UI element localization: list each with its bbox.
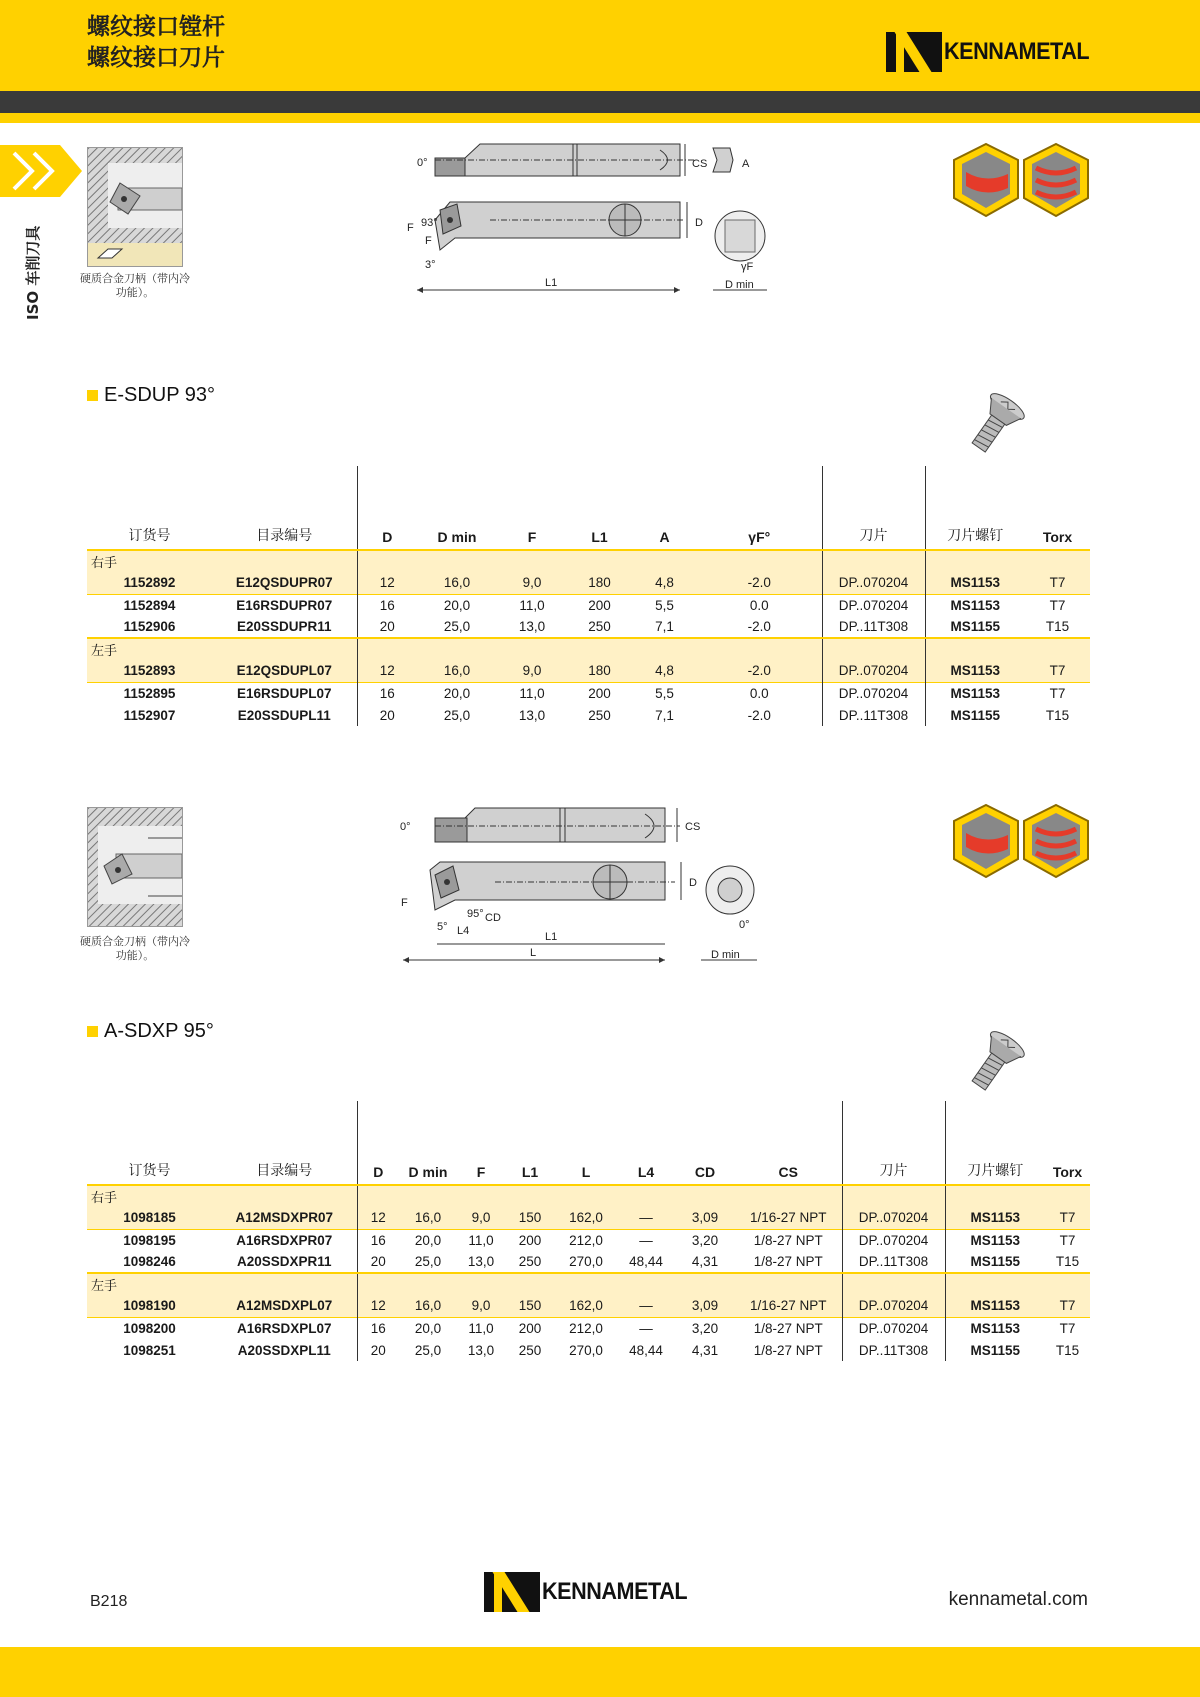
- cell-l1: 200: [567, 594, 632, 616]
- group-label: 左手: [87, 638, 357, 660]
- catalog-number: A16RSDXPL07: [212, 1317, 357, 1339]
- chapter-arrow-icon: [0, 145, 82, 197]
- cell-l1: 250: [518, 1342, 542, 1358]
- cell-l4: —: [617, 1207, 675, 1229]
- kennametal-logo-mark-icon: [886, 32, 942, 72]
- col-header-d: D: [357, 466, 417, 550]
- cell-d-min: 20,0: [417, 594, 497, 616]
- svg-text:L1: L1: [545, 931, 558, 943]
- order-number: 1152895: [87, 682, 212, 704]
- cell-l: 270,0: [569, 1342, 603, 1358]
- cell-a: 7,1: [655, 707, 674, 723]
- order-number: 1152894: [87, 594, 212, 616]
- cell-a: 5,5: [632, 682, 697, 704]
- cell-cd: 4,31: [691, 1254, 719, 1269]
- kennametal-logo-word: KENNAMETAL: [944, 38, 1090, 65]
- thumb-caption-1: 硬质合金刀柄（带内冷功能）。: [80, 272, 190, 299]
- cell-insert-screw: MS1155: [925, 616, 1025, 638]
- cell-d-min: 25,0: [443, 619, 471, 634]
- section-title-text: A-SDXP 95°: [104, 1020, 214, 1042]
- cell-cs: 1/8-27 NPT: [753, 1254, 823, 1269]
- col-header-l1: L1: [591, 529, 608, 545]
- table-row[interactable]: [87, 1339, 1090, 1361]
- order-number: 1152906: [123, 619, 176, 634]
- cell-d: 12: [357, 1295, 399, 1317]
- cell-insert: DP..070204: [822, 660, 925, 682]
- cell-f: 9,0: [457, 1207, 505, 1229]
- catalog-number: E20SSDUPR11: [236, 619, 332, 634]
- table-row[interactable]: [87, 682, 1090, 704]
- catalog-number: E12QSDUPR07: [212, 572, 357, 594]
- svg-text:A: A: [742, 158, 750, 170]
- cell-l1: 250: [518, 1254, 542, 1269]
- cell-l1: 250: [588, 707, 611, 723]
- cell-d: 16: [357, 1317, 399, 1339]
- catalog-number: E16RSDUPL07: [212, 682, 357, 704]
- col-header-l4: L4: [637, 1164, 655, 1180]
- footer-band: [0, 1647, 1200, 1697]
- cell-d-min: 20,0: [399, 1229, 457, 1251]
- svg-text:D: D: [695, 217, 703, 229]
- svg-text:0°: 0°: [417, 157, 428, 169]
- table-row[interactable]: [87, 1317, 1090, 1339]
- svg-text:CS: CS: [692, 158, 708, 170]
- cell-f: 11,0: [497, 594, 567, 616]
- svg-text:CD: CD: [485, 912, 501, 924]
- insert-screw-icon-2: [958, 1030, 1028, 1100]
- cell-d-min: 16,0: [399, 1207, 457, 1229]
- svg-text:D: D: [689, 877, 697, 889]
- cell-d-min: 16,0: [417, 660, 497, 682]
- svg-text:L4: L4: [457, 925, 470, 937]
- col-header-insert-screw: 刀片螺钉: [945, 1101, 1045, 1185]
- cell-insert: DP..070204: [842, 1295, 945, 1317]
- cell-l: 212,0: [555, 1229, 617, 1251]
- cell-d-min: 16,0: [417, 572, 497, 594]
- col-header-cs: CS: [778, 1164, 798, 1180]
- table-row[interactable]: [87, 1251, 1090, 1273]
- tool-dimension-drawing-2: [395, 800, 780, 970]
- table-header-row: [87, 466, 1090, 550]
- cell-gamma-f: -2.0: [697, 660, 822, 682]
- cell-d: 20: [357, 616, 417, 638]
- cell-l4: —: [617, 1295, 675, 1317]
- catalog-number: E20SSDUPL11: [237, 707, 331, 723]
- cell-f: 13,0: [467, 1342, 495, 1358]
- kennametal-footer-logo-word: KENNAMETAL: [542, 1578, 688, 1605]
- svg-text:F: F: [425, 235, 432, 247]
- cell-insert: DP..11T308: [842, 1339, 945, 1361]
- tool-application-image-1: [87, 147, 183, 267]
- cell-torx: T7: [1025, 594, 1090, 616]
- cell-gamma-f: 0.0: [697, 594, 822, 616]
- cell-cs: 1/8-27 NPT: [753, 1342, 823, 1358]
- cell-d-min: 20,0: [417, 682, 497, 704]
- kennametal-logo: [886, 32, 1105, 72]
- section-title-text: E-SDUP 93°: [104, 384, 216, 406]
- cell-d: 16: [357, 682, 417, 704]
- cell-torx: T15: [1045, 619, 1070, 634]
- cell-l1: 200: [505, 1317, 555, 1339]
- cell-f: 9,0: [497, 572, 567, 594]
- order-number: 1098195: [87, 1229, 212, 1251]
- table-row[interactable]: [87, 1207, 1090, 1229]
- cell-l4: 48,44: [629, 1342, 663, 1358]
- col-header-catalog-no: 目录编号: [256, 528, 313, 544]
- order-number: 1098251: [123, 1342, 176, 1358]
- svg-text:F: F: [407, 222, 414, 234]
- cell-insert-screw: MS1153: [945, 1207, 1045, 1229]
- group-row-left-hand: [87, 1273, 1090, 1295]
- order-number: 1152892: [87, 572, 212, 594]
- cell-l: 162,0: [555, 1295, 617, 1317]
- cell-d: 20: [357, 1251, 399, 1273]
- cell-torx: T15: [1045, 707, 1070, 723]
- col-header-d-min: D min: [437, 529, 477, 545]
- page-title-line1: 螺纹接口镗杆: [87, 14, 225, 40]
- cell-l4: —: [617, 1317, 675, 1339]
- cell-a: 5,5: [632, 594, 697, 616]
- cell-torx: T7: [1045, 1295, 1090, 1317]
- table-row[interactable]: [87, 594, 1090, 616]
- cell-insert-screw: MS1153: [925, 682, 1025, 704]
- cell-cs: 1/8-27 NPT: [735, 1317, 842, 1339]
- cell-torx: T7: [1045, 1317, 1090, 1339]
- cell-cd: 3,20: [675, 1317, 735, 1339]
- col-header-gamma-f: γF°: [748, 529, 771, 545]
- group-label: 左手: [87, 1273, 357, 1295]
- cell-torx: T7: [1045, 1207, 1090, 1229]
- cell-a: 4,8: [632, 572, 697, 594]
- table-row[interactable]: [87, 660, 1090, 682]
- col-header-cd: CD: [694, 1164, 716, 1180]
- cell-f: 11,0: [457, 1317, 505, 1339]
- order-number: 1098200: [87, 1317, 212, 1339]
- cell-l1: 180: [567, 572, 632, 594]
- cell-insert-screw: MS1153: [925, 594, 1025, 616]
- cell-a: 7,1: [655, 619, 674, 634]
- col-header-insert: 刀片: [822, 466, 925, 550]
- section-title-a-sdxp: [87, 1020, 214, 1043]
- cell-f: 9,0: [457, 1295, 505, 1317]
- catalog-number: A16RSDXPR07: [212, 1229, 357, 1251]
- cell-cs: 1/8-27 NPT: [735, 1229, 842, 1251]
- svg-text:L: L: [530, 947, 537, 959]
- cell-f: 13,0: [518, 707, 546, 723]
- cell-f: 13,0: [467, 1254, 495, 1269]
- cell-torx: T7: [1025, 572, 1090, 594]
- cell-insert-screw: MS1153: [925, 660, 1025, 682]
- svg-text:F: F: [401, 897, 408, 909]
- cell-l1: 180: [567, 660, 632, 682]
- cell-insert-screw: MS1155: [925, 704, 1025, 726]
- cell-d: 12: [357, 572, 417, 594]
- cell-l: 162,0: [555, 1207, 617, 1229]
- cell-d: 16: [357, 594, 417, 616]
- order-number: 1098246: [123, 1254, 176, 1269]
- col-header-f: F: [476, 1164, 486, 1180]
- internal-coolant-application-icon-2: [952, 803, 1092, 879]
- cell-insert-screw: MS1153: [925, 572, 1025, 594]
- cell-cs: 1/16-27 NPT: [735, 1295, 842, 1317]
- svg-text:L1: L1: [545, 277, 558, 289]
- catalog-number: A12MSDXPR07: [212, 1207, 357, 1229]
- col-header-torx: Torx: [1042, 529, 1073, 545]
- cell-insert: DP..070204: [822, 572, 925, 594]
- group-label: 右手: [87, 1185, 357, 1207]
- table-header-row: [87, 1101, 1090, 1185]
- cell-l4: —: [617, 1229, 675, 1251]
- internal-coolant-application-icon: [952, 142, 1092, 218]
- cell-torx: T7: [1045, 1229, 1090, 1251]
- cell-f: 13,0: [518, 619, 546, 634]
- cell-insert: DP..070204: [842, 1317, 945, 1339]
- table-row[interactable]: [87, 572, 1090, 594]
- cell-d: 20: [357, 1339, 399, 1361]
- spec-table-a-sdxp: [87, 1101, 1090, 1361]
- spec-table-e-sdup: [87, 466, 1090, 726]
- col-header-order-no: 订货号: [128, 1163, 171, 1179]
- order-number: 1152893: [87, 660, 212, 682]
- header-yellow-stripe: [0, 113, 1200, 123]
- cell-insert: DP..070204: [822, 682, 925, 704]
- svg-text:γF: γF: [741, 261, 754, 273]
- svg-text:93°: 93°: [421, 217, 438, 229]
- svg-text:5°: 5°: [437, 921, 448, 933]
- order-number: 1152907: [123, 707, 176, 723]
- cell-d-min: 25,0: [443, 707, 471, 723]
- svg-text:D min: D min: [725, 279, 754, 291]
- cell-d: 16: [357, 1229, 399, 1251]
- col-header-insert: 刀片: [842, 1101, 945, 1185]
- cell-gamma-f: 0.0: [697, 682, 822, 704]
- col-header-f: F: [527, 529, 537, 545]
- cell-insert-screw: MS1155: [945, 1251, 1045, 1273]
- cell-cd: 3,09: [675, 1295, 735, 1317]
- cell-l: 212,0: [555, 1317, 617, 1339]
- cell-d: 12: [357, 1207, 399, 1229]
- order-number: 1098190: [87, 1295, 212, 1317]
- catalog-number: E16RSDUPR07: [212, 594, 357, 616]
- col-header-a: A: [659, 529, 670, 545]
- svg-text:CS: CS: [685, 821, 701, 833]
- cell-torx: T7: [1025, 682, 1090, 704]
- page-title-line2: 螺纹接口刀片: [87, 45, 225, 71]
- catalog-number: E12QSDUPL07: [212, 660, 357, 682]
- cell-cd: 3,20: [675, 1229, 735, 1251]
- page-title: [87, 12, 225, 74]
- col-header-order-no: 订货号: [128, 528, 171, 544]
- cell-l: 270,0: [569, 1254, 603, 1269]
- group-row-right-hand: [87, 1185, 1090, 1207]
- cell-l4: 48,44: [629, 1254, 663, 1269]
- catalog-number: A20SSDXPL11: [237, 1342, 331, 1358]
- tool-dimension-drawing-1: [395, 140, 780, 300]
- svg-text:0°: 0°: [739, 919, 750, 931]
- cell-l1: 150: [505, 1207, 555, 1229]
- svg-text:3°: 3°: [425, 259, 436, 271]
- cell-l1: 200: [567, 682, 632, 704]
- cell-l1: 150: [505, 1295, 555, 1317]
- section-title-e-sdup: [87, 384, 215, 407]
- cell-insert: DP..070204: [822, 594, 925, 616]
- cell-insert-screw: MS1153: [945, 1229, 1045, 1251]
- page-number: B218: [90, 1593, 128, 1610]
- cell-f: 11,0: [497, 682, 567, 704]
- section-bullet-icon: [87, 1026, 98, 1037]
- group-row-left-hand: [87, 638, 1090, 660]
- col-header-d: D: [357, 1101, 399, 1185]
- catalog-number: A20SSDXPR11: [236, 1254, 332, 1269]
- svg-text:0°: 0°: [400, 821, 411, 833]
- col-header-l: L: [581, 1164, 591, 1180]
- cell-torx: T7: [1025, 660, 1090, 682]
- cell-d-min: 16,0: [399, 1295, 457, 1317]
- cell-gamma-f: -2.0: [747, 707, 771, 723]
- cell-cd: 4,31: [691, 1342, 719, 1358]
- kennametal-footer-logo: [484, 1572, 703, 1612]
- catalog-number: A12MSDXPL07: [212, 1295, 357, 1317]
- svg-text:D min: D min: [711, 949, 740, 961]
- chapter-side-label: ISO 车削刀具: [24, 225, 42, 320]
- cell-f: 11,0: [457, 1229, 505, 1251]
- cell-insert: DP..070204: [842, 1207, 945, 1229]
- cell-insert-screw: MS1155: [945, 1339, 1045, 1361]
- cell-gamma-f: -2.0: [747, 619, 771, 634]
- kennametal-logo-mark-icon: [484, 1572, 540, 1612]
- cell-d-min: 25,0: [414, 1342, 442, 1358]
- group-label: 右手: [87, 550, 357, 572]
- cell-gamma-f: -2.0: [697, 572, 822, 594]
- section-bullet-icon: [87, 390, 98, 401]
- cell-l1: 200: [505, 1229, 555, 1251]
- cell-a: 4,8: [632, 660, 697, 682]
- cell-insert: DP..11T308: [842, 1251, 945, 1273]
- cell-cd: 3,09: [675, 1207, 735, 1229]
- cell-insert-screw: MS1153: [945, 1317, 1045, 1339]
- svg-text:95°: 95°: [467, 908, 484, 920]
- order-number: 1098185: [87, 1207, 212, 1229]
- thumb-caption-2: 硬质合金刀柄（带内冷功能）。: [80, 935, 190, 962]
- website-link[interactable]: kennametal.com: [948, 1589, 1088, 1610]
- tool-application-image-2: [87, 807, 183, 927]
- cell-insert: DP..11T308: [822, 616, 925, 638]
- table-row[interactable]: [87, 704, 1090, 726]
- table-row[interactable]: [87, 616, 1090, 638]
- cell-d: 20: [357, 704, 417, 726]
- col-header-insert-screw: 刀片螺钉: [925, 466, 1025, 550]
- col-header-l1: L1: [521, 1164, 539, 1180]
- group-row-right-hand: [87, 550, 1090, 572]
- col-header-catalog-no: 目录编号: [256, 1163, 313, 1179]
- cell-cs: 1/16-27 NPT: [735, 1207, 842, 1229]
- cell-l1: 250: [588, 619, 611, 634]
- cell-insert: DP..11T308: [822, 704, 925, 726]
- cell-insert-screw: MS1153: [945, 1295, 1045, 1317]
- insert-screw-icon: [958, 392, 1028, 462]
- cell-torx: T15: [1055, 1254, 1080, 1269]
- col-header-torx: Torx: [1052, 1164, 1083, 1180]
- cell-f: 9,0: [497, 660, 567, 682]
- table-row[interactable]: [87, 1295, 1090, 1317]
- cell-insert: DP..070204: [842, 1229, 945, 1251]
- col-header-d-min: D min: [408, 1164, 448, 1180]
- cell-d: 12: [357, 660, 417, 682]
- cell-torx: T15: [1055, 1342, 1080, 1358]
- cell-d-min: 20,0: [399, 1317, 457, 1339]
- header-dark-stripe: [0, 91, 1200, 113]
- table-row[interactable]: [87, 1229, 1090, 1251]
- cell-d-min: 25,0: [414, 1254, 442, 1269]
